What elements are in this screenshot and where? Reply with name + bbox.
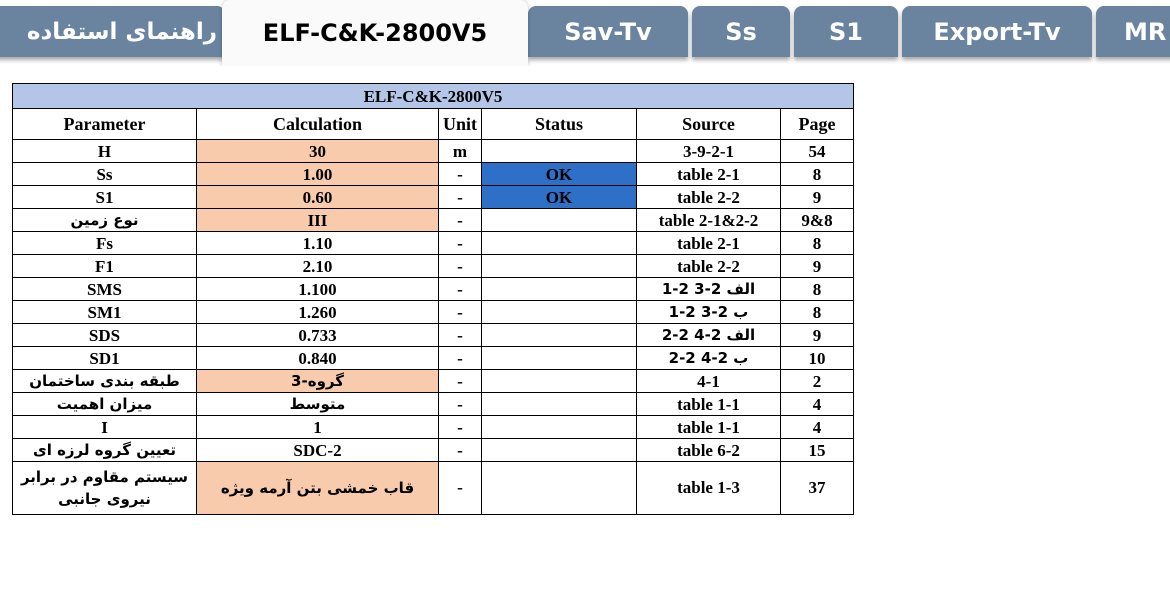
table-row — [13, 278, 854, 301]
cell-page[interactable]: 8 — [781, 278, 854, 301]
table-header-row — [13, 109, 854, 140]
table-row — [13, 140, 854, 163]
cell-status[interactable] — [482, 416, 637, 439]
tab-user-guide[interactable]: راهنمای استفاده — [0, 6, 225, 57]
cell-parameter[interactable]: S1 — [13, 186, 197, 209]
cell-status[interactable] — [482, 370, 637, 393]
cell-parameter[interactable]: SD1 — [13, 347, 197, 370]
cell-calculation[interactable]: 0.60 — [197, 186, 439, 209]
cell-calculation[interactable]: 0.733 — [197, 324, 439, 347]
cell-parameter[interactable]: سیستم مقاوم در برابر نیروی جانبی — [13, 462, 197, 515]
tab-mr[interactable]: MR — [1096, 6, 1170, 57]
table-row — [13, 301, 854, 324]
parameters-table — [12, 83, 854, 515]
cell-page[interactable]: 15 — [781, 439, 854, 462]
header-page: Page — [781, 109, 854, 140]
table-title-row — [13, 84, 854, 109]
cell-calculation[interactable]: SDC-2 — [197, 439, 439, 462]
cell-page[interactable]: 4 — [781, 393, 854, 416]
tab-export-tv[interactable]: Export-Tv — [902, 6, 1092, 57]
cell-page[interactable]: 9 — [781, 324, 854, 347]
cell-parameter[interactable]: میزان اهمیت — [13, 393, 197, 416]
cell-source[interactable]: الف 2-3 2-1 — [637, 278, 781, 301]
cell-calculation[interactable]: 1.00 — [197, 163, 439, 186]
cell-source[interactable]: table 1-3 — [637, 462, 781, 515]
cell-unit[interactable]: - — [439, 347, 482, 370]
table-row — [13, 163, 854, 186]
sheet-tab-bar — [0, 0, 1170, 66]
cell-page[interactable]: 4 — [781, 416, 854, 439]
cell-source[interactable]: table 2-1 — [637, 232, 781, 255]
header-calculation: Calculation — [197, 109, 439, 140]
cell-calculation[interactable]: III — [197, 209, 439, 232]
cell-unit[interactable]: m — [439, 140, 482, 163]
cell-parameter[interactable]: F1 — [13, 255, 197, 278]
tab-ss[interactable]: Ss — [692, 6, 790, 57]
header-status: Status — [482, 109, 637, 140]
cell-page[interactable]: 8 — [781, 163, 854, 186]
cell-status[interactable] — [482, 347, 637, 370]
cell-unit[interactable]: - — [439, 462, 482, 515]
table-row — [13, 324, 854, 347]
parameters-table-container — [12, 83, 854, 515]
cell-calculation[interactable]: 1.100 — [197, 278, 439, 301]
cell-parameter[interactable]: Ss — [13, 163, 197, 186]
cell-calculation[interactable]: 30 — [197, 140, 439, 163]
table-row — [13, 232, 854, 255]
cell-source[interactable]: table 2-2 — [637, 186, 781, 209]
cell-page[interactable]: 8 — [781, 301, 854, 324]
cell-calculation[interactable]: 1 — [197, 416, 439, 439]
cell-calculation[interactable]: متوسط — [197, 393, 439, 416]
table-row — [13, 209, 854, 232]
cell-source[interactable]: table 6-2 — [637, 439, 781, 462]
cell-calculation[interactable]: 2.10 — [197, 255, 439, 278]
cell-page[interactable]: 8 — [781, 232, 854, 255]
cell-source[interactable]: table 2-1 — [637, 163, 781, 186]
cell-status[interactable] — [482, 278, 637, 301]
cell-status[interactable] — [482, 209, 637, 232]
cell-status[interactable] — [482, 393, 637, 416]
table-row — [13, 462, 854, 515]
cell-parameter[interactable]: H — [13, 140, 197, 163]
cell-source[interactable]: table 1-1 — [637, 393, 781, 416]
table-row — [13, 393, 854, 416]
cell-status[interactable] — [482, 232, 637, 255]
cell-source[interactable]: 4-1 — [637, 370, 781, 393]
cell-parameter[interactable]: SDS — [13, 324, 197, 347]
cell-parameter[interactable]: Fs — [13, 232, 197, 255]
cell-source[interactable]: table 2-2 — [637, 255, 781, 278]
cell-unit[interactable]: - — [439, 324, 482, 347]
cell-unit[interactable]: - — [439, 393, 482, 416]
cell-page[interactable]: 10 — [781, 347, 854, 370]
cell-status[interactable] — [482, 301, 637, 324]
cell-unit[interactable]: - — [439, 163, 482, 186]
table-row — [13, 370, 854, 393]
cell-source[interactable]: table 1-1 — [637, 416, 781, 439]
cell-parameter[interactable]: نوع زمین — [13, 209, 197, 232]
cell-page[interactable]: 9 — [781, 186, 854, 209]
cell-unit[interactable]: - — [439, 439, 482, 462]
cell-page[interactable]: 9&8 — [781, 209, 854, 232]
cell-status-ok[interactable]: OK — [482, 163, 637, 186]
cell-unit[interactable]: - — [439, 416, 482, 439]
table-row — [13, 347, 854, 370]
cell-calculation[interactable]: گروه-3 — [197, 370, 439, 393]
cell-page[interactable]: 54 — [781, 140, 854, 163]
cell-page[interactable]: 2 — [781, 370, 854, 393]
cell-status[interactable] — [482, 255, 637, 278]
cell-source[interactable]: 3-9-2-1 — [637, 140, 781, 163]
cell-unit[interactable]: - — [439, 278, 482, 301]
cell-status[interactable] — [482, 140, 637, 163]
cell-unit[interactable]: - — [439, 209, 482, 232]
cell-calculation[interactable]: 1.260 — [197, 301, 439, 324]
table-row — [13, 186, 854, 209]
cell-source[interactable]: ب 2-4 2-2 — [637, 347, 781, 370]
table-row — [13, 416, 854, 439]
cell-calculation[interactable]: 1.10 — [197, 232, 439, 255]
tab-s1[interactable]: S1 — [794, 6, 898, 57]
cell-parameter[interactable]: I — [13, 416, 197, 439]
cell-unit[interactable]: - — [439, 370, 482, 393]
cell-page[interactable]: 9 — [781, 255, 854, 278]
cell-parameter[interactable]: SMS — [13, 278, 197, 301]
cell-status[interactable] — [482, 439, 637, 462]
cell-parameter[interactable]: تعیین گروه لرزه ای — [13, 439, 197, 462]
cell-unit[interactable]: - — [439, 255, 482, 278]
cell-source[interactable]: الف 2-4 2-2 — [637, 324, 781, 347]
table-title: ELF-C&K-2800V5 — [13, 84, 854, 109]
tab-elf-active[interactable]: ELF-C&K-2800V5 — [222, 0, 528, 66]
header-parameter: Parameter — [13, 109, 197, 140]
cell-unit[interactable]: - — [439, 186, 482, 209]
cell-status[interactable] — [482, 462, 637, 515]
cell-status[interactable] — [482, 324, 637, 347]
cell-parameter[interactable]: طبقه بندی ساختمان — [13, 370, 197, 393]
header-source: Source — [637, 109, 781, 140]
header-unit: Unit — [439, 109, 482, 140]
cell-unit[interactable]: - — [439, 301, 482, 324]
cell-page[interactable]: 37 — [781, 462, 854, 515]
tab-sav-tv[interactable]: Sav-Tv — [528, 6, 688, 57]
cell-unit[interactable]: - — [439, 232, 482, 255]
table-row — [13, 439, 854, 462]
cell-calculation[interactable]: 0.840 — [197, 347, 439, 370]
cell-status-ok[interactable]: OK — [482, 186, 637, 209]
cell-calculation[interactable]: قاب خمشی بتن آرمه ویژه — [197, 462, 439, 515]
cell-parameter[interactable]: SM1 — [13, 301, 197, 324]
cell-source[interactable]: table 2-1&2-2 — [637, 209, 781, 232]
cell-source[interactable]: ب 2-3 2-1 — [637, 301, 781, 324]
table-row — [13, 255, 854, 278]
